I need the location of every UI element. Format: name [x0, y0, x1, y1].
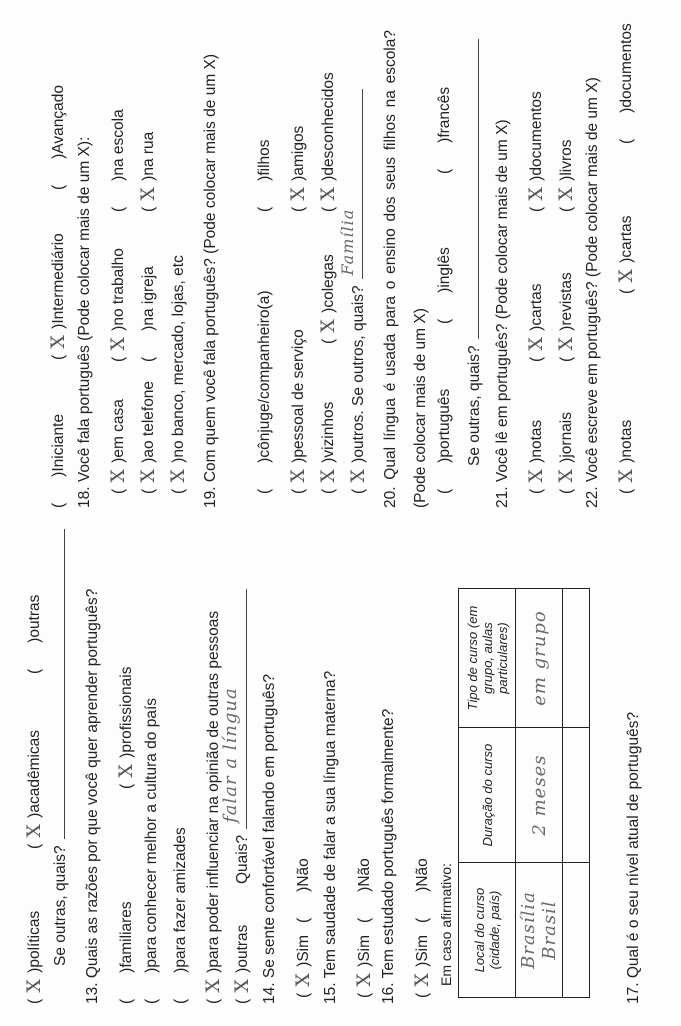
checkbox-mark: X	[115, 764, 137, 778]
option-label: desconhecidos	[320, 72, 337, 176]
other-answer-line[interactable]	[464, 39, 479, 339]
option-outras[interactable]: ( ) outras	[26, 594, 43, 674]
checkbox-mark: X	[107, 469, 129, 483]
option-label: Não	[295, 858, 312, 887]
table-header-row	[459, 589, 516, 998]
option-label: cartas	[618, 215, 635, 258]
option-label: pessoal de serviço	[290, 329, 307, 458]
option-pessoal-servico[interactable]: ( X ) pessoal de serviço	[287, 329, 309, 494]
q14-question: 14. Se sente confortável falando em português?	[261, 673, 278, 1004]
option-filhos[interactable]: ( ) filhos	[256, 139, 273, 212]
checkbox-mark: X	[107, 337, 129, 351]
option-frances[interactable]: ( ) francês	[436, 86, 453, 174]
checkbox-mark: X	[231, 979, 253, 993]
option-label: filhos	[256, 139, 273, 176]
option-label: vizinhos	[320, 401, 337, 458]
q21-row-1	[524, 91, 546, 494]
option-label: francês	[436, 86, 453, 138]
q15-options-row	[352, 858, 374, 998]
other-answer-line[interactable]	[50, 529, 65, 839]
checkbox-mark: X	[292, 973, 314, 987]
checkbox-mark: X	[615, 469, 637, 483]
option-label: notas	[618, 419, 635, 458]
checkbox-mark: X	[167, 469, 189, 483]
option-label: outros. Se outros, quais?	[350, 285, 367, 458]
option-label: cartas	[528, 283, 545, 326]
q19-question: 19. Com quem você fala português? (Pode colocar mais de um X)	[202, 53, 219, 508]
option-label: ao telefone	[140, 380, 157, 458]
q20-other-row	[464, 39, 484, 466]
option-label: Avançado	[50, 84, 67, 154]
option-amigos[interactable]: ( X ) amigos	[287, 125, 309, 212]
option-label: outras	[26, 594, 43, 638]
checkbox-mark: X	[287, 187, 309, 201]
checkbox-mark: X	[347, 469, 369, 483]
option-na-igreja[interactable]: ( ) na igreja	[140, 266, 157, 362]
checkbox-mark: X	[202, 979, 224, 993]
option-escreve-documentos[interactable]: ( ) documentos	[618, 23, 635, 144]
option-label: outras	[234, 924, 251, 968]
option-label: familiares	[118, 901, 135, 968]
checkbox-mark: X	[615, 269, 637, 283]
option-ingles[interactable]: ( ) inglês	[436, 247, 453, 324]
checkbox-mark: X	[411, 973, 433, 987]
course-table	[458, 588, 590, 998]
option-influenciar[interactable]: ( X ) para poder influenciar na opinião de outras pessoas	[202, 610, 224, 1004]
option-na-rua[interactable]: ( X ) na rua	[137, 131, 159, 212]
q14-no[interactable]: ( ) Não	[295, 858, 312, 923]
checkbox-mark: X	[137, 187, 159, 201]
option-label: no trabalho	[110, 248, 127, 326]
option-label: no banco, mercado, lojas, etc	[170, 255, 187, 458]
option-no-trabalho[interactable]: ( X ) no trabalho	[107, 248, 129, 362]
q14-options-row	[291, 858, 313, 998]
q16-question: 16. Tem estudado português formalmente?	[380, 708, 397, 1004]
checkbox-mark: X	[555, 187, 577, 201]
q15-question: 15. Tem saudade de falar a sua língua materna?	[322, 670, 339, 1004]
checkbox-mark: X	[555, 337, 577, 351]
q12-other-row	[50, 529, 70, 966]
option-le-notas[interactable]: ( X ) notas	[525, 419, 547, 494]
q17-levels-row	[46, 85, 68, 508]
option-label: Não	[414, 858, 431, 887]
q20-row	[436, 87, 454, 494]
option-em-casa[interactable]: ( X ) em casa	[107, 399, 129, 494]
option-le-livros[interactable]: ( X ) livros	[555, 139, 577, 212]
other-label: Se outras, quais?	[466, 345, 483, 466]
option-conjuge[interactable]: ( ) cônjuge/companheiro(a)	[256, 290, 273, 494]
option-label: documentos	[528, 91, 545, 176]
option-na-escola[interactable]: ( ) na escola	[110, 109, 127, 212]
checkbox-mark: X	[47, 335, 69, 349]
other-label: Quais?	[234, 834, 251, 884]
checkbox-mark: X	[23, 824, 45, 838]
checkbox-mark: X	[317, 469, 339, 483]
checkbox-mark: X	[525, 469, 547, 483]
q19-other-row	[338, 89, 369, 494]
other-answer-field[interactable]	[338, 89, 368, 279]
option-le-revistas[interactable]: ( X ) revistas	[555, 272, 577, 362]
checkbox-mark: X	[317, 187, 339, 201]
option-label: Iniciante	[50, 413, 67, 472]
q16-options-row	[410, 858, 432, 998]
handwritten-answer: falar a língua	[220, 687, 241, 823]
option-label: profissionais	[118, 666, 135, 753]
option-familiares[interactable]: ( ) familiares	[118, 901, 135, 1004]
option-colegas[interactable]: ( X ) colegas	[317, 254, 339, 344]
q22-question: 22. Você escreve em português? (Pode colocar mais de um X)	[584, 77, 601, 508]
table-header-cell: Tipo de curso (em grupo, aulas particulares)	[459, 589, 516, 728]
checkbox-mark: X	[287, 469, 309, 483]
q13-question: 13. Quais as razões por que você quer aprender português?	[84, 588, 101, 1004]
q14-yes[interactable]: ( X ) Sim	[292, 934, 314, 998]
option-label: português	[436, 388, 453, 458]
table-cell-empty[interactable]	[563, 728, 590, 863]
table-cell-empty[interactable]	[563, 863, 590, 998]
option-label: livros	[558, 139, 575, 176]
option-label: para poder influenciar na opinião de outras pessoas	[205, 610, 222, 968]
handwritten-answer: Família	[338, 208, 357, 276]
affirmative-label: Em caso afirmativo:	[438, 863, 454, 986]
table-cell[interactable]: 2 meses	[516, 728, 563, 863]
option-le-documentos[interactable]: ( X ) documentos	[525, 91, 547, 212]
option-label: amigos	[290, 125, 307, 176]
table-header-cell: Local do curso (cidade, país)	[459, 863, 516, 998]
q15-yes[interactable]: ( X ) Sim	[353, 934, 375, 998]
option-le-jornais[interactable]: ( X ) jornais	[555, 411, 577, 494]
other-answer-field[interactable]	[220, 589, 252, 829]
q13-row-1	[114, 667, 136, 1005]
option-ao-telefone[interactable]: ( X ) ao telefone	[137, 380, 159, 494]
option-escreve-notas[interactable]: ( X ) notas	[615, 419, 637, 494]
q18-question: 18. Você fala português (Pode colocar mais de um X):	[76, 136, 93, 508]
option-label: cônjuge/companheiro(a)	[256, 290, 273, 458]
option-label: revistas	[558, 272, 575, 326]
option-profissionais[interactable]: ( X ) profissionais	[115, 666, 137, 789]
option-le-cartas[interactable]: ( X ) cartas	[525, 283, 547, 362]
checkbox-mark: X	[555, 469, 577, 483]
option-label: notas	[528, 419, 545, 458]
q19-row-3	[316, 72, 338, 494]
table-row	[563, 589, 590, 998]
table-cell-empty[interactable]	[563, 589, 590, 728]
q16-yes[interactable]: ( X ) Sim	[411, 934, 433, 998]
option-no-banco[interactable]: ( X ) no banco, mercado, lojas, etc	[167, 255, 189, 494]
checkbox-mark: X	[353, 973, 375, 987]
checkbox-mark: X	[525, 337, 547, 351]
other-label: Se outras, quais?	[52, 845, 69, 966]
option-label: na escola	[110, 109, 127, 176]
option-cultura[interactable]: ( ) para conhecer melhor a cultura do país	[143, 697, 160, 1004]
q15-no[interactable]: ( ) Não	[356, 858, 373, 923]
option-portugues[interactable]: ( ) português	[436, 388, 453, 494]
option-label: em casa	[110, 399, 127, 458]
option-amizades[interactable]: ( ) para fazer amizades	[172, 827, 189, 1004]
option-vizinhos[interactable]: ( X ) vizinhos	[317, 401, 339, 494]
option-label: para conhecer melhor a cultura do país	[143, 697, 160, 968]
q18-row-2	[136, 132, 158, 494]
option-label: na igreja	[140, 266, 157, 326]
q18-row-1	[106, 109, 128, 494]
table-header-cell: Duração do curso	[459, 728, 516, 863]
q22-row	[614, 23, 636, 494]
option-academicas[interactable]: ( X ) acadêmicas	[23, 729, 45, 849]
table-row	[516, 589, 563, 998]
level-intermediario[interactable]: ( X ) Intermediário	[47, 233, 69, 360]
option-label: políticas	[26, 910, 43, 968]
checkbox-mark: X	[317, 319, 339, 333]
option-politicas[interactable]: ( X ) políticas	[23, 910, 45, 1004]
table-cell[interactable]: Brasília Brasil	[516, 863, 563, 998]
q19-row-1	[256, 139, 274, 494]
option-outros[interactable]: ( X ) outros. Se outros, quais?	[347, 285, 369, 494]
option-label: na rua	[140, 131, 157, 176]
q12-options-row	[22, 595, 44, 1004]
option-label: Sim	[356, 934, 373, 962]
option-label: colegas	[320, 254, 337, 308]
option-label: para fazer amizades	[172, 827, 189, 968]
option-label: Intermediário	[50, 233, 67, 324]
level-iniciante[interactable]: ( ) Iniciante	[50, 413, 67, 508]
level-avancado[interactable]: ( ) Avançado	[50, 84, 67, 190]
option-label: documentos	[618, 23, 635, 108]
option-label: acadêmicas	[26, 729, 43, 813]
option-label: Sim	[295, 934, 312, 962]
option-outras-q13[interactable]: ( X ) outras	[231, 924, 253, 1004]
option-label: Sim	[414, 934, 431, 962]
checkbox-mark: X	[525, 187, 547, 201]
option-label: jornais	[558, 411, 575, 458]
checkbox-mark: X	[23, 979, 45, 993]
q21-row-2	[554, 139, 576, 494]
option-label: inglês	[436, 247, 453, 288]
table-cell[interactable]: em grupo	[516, 589, 563, 728]
q13-other-row	[220, 589, 253, 1004]
q20-question: 20. Qual língua é usada para o ensino dos seus filhos na escola? (Pode colocar mais de um X)	[382, 30, 429, 508]
option-label: Não	[356, 858, 373, 887]
q16-no[interactable]: ( ) Não	[414, 858, 431, 923]
q21-question: 21. Você lê em português? (Pode colocar mais de um X)	[494, 119, 511, 508]
q17-question: 17. Qual é o seu nível atual de português?	[625, 711, 642, 1004]
q19-row-2	[286, 126, 308, 494]
option-desconhecidos[interactable]: ( X ) desconhecidos	[317, 72, 339, 212]
checkbox-mark: X	[137, 469, 159, 483]
option-escreve-cartas[interactable]: ( X ) cartas	[615, 215, 637, 294]
